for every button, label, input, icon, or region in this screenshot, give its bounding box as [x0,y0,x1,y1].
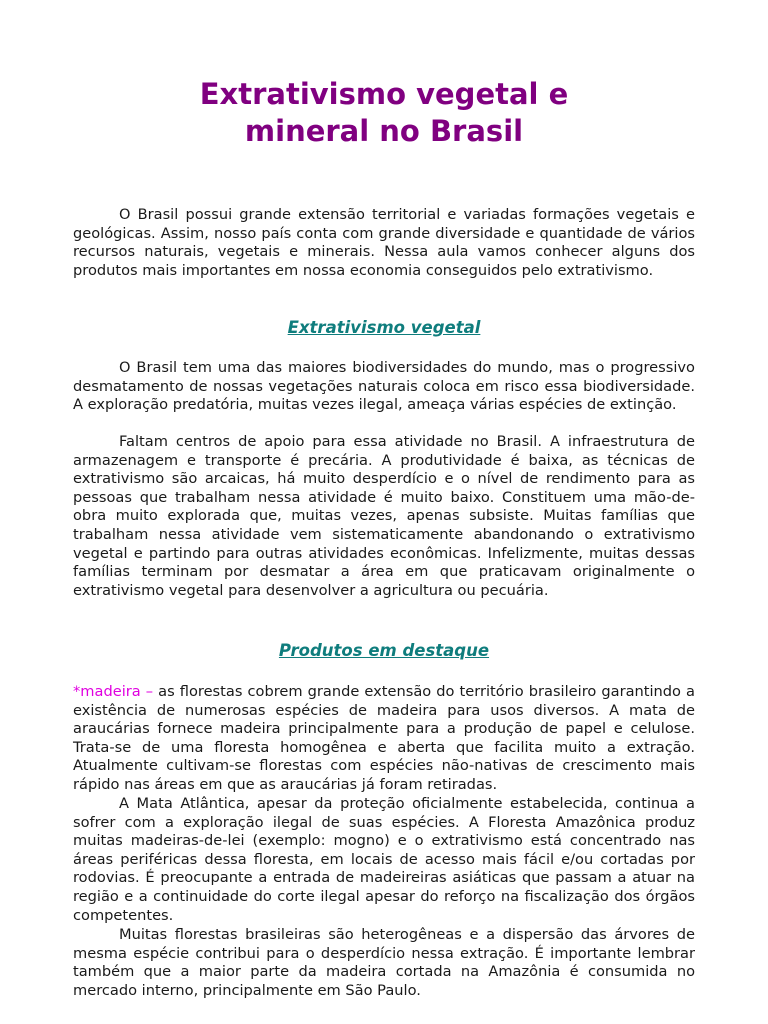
vegetal-paragraph-2: Faltam centros de apoio para essa atividade no Brasil. A infraestrutura de armazenagem e transporte é precária. A produtividade é baixa, as técnicas de extrativismo são arcaicas, há muito desperdício e o nível de rendimento para as pessoas que trabalham nessa atividade é muito baixo. Constituem uma mão-de-obra muito explorada que, muitas vezes, apenas subsiste. Muitas famílias que trabalham nessa atividade vem sistematicamente abandonando o extrativismo vegetal e partindo para outras atividades econômicas. Infelizmente, muitas dessas famílias terminam por desmatar a área em que praticavam originalmente o extrativismo vegetal para desenvolver a agricultura ou pecuária. [73,433,695,599]
section-heading-extrativismo-vegetal: Extrativismo vegetal [287,318,481,337]
madeira-paragraph-1-text: as florestas cobrem grande extensão do território brasileiro garantindo a existência de numerosas espécies de madeira para usos diversos. A mata de araucárias fornece madeira principalmente para a produção de papel e celulose. Trata-se de uma floresta homogênea e aberta que facilita muito a extração. Atualmente cultivam-se florestas com espécies não-nativas de crescimento mais rápido nas áreas em que as araucárias já foram retiradas. [73,683,695,793]
vegetal-paragraph-1: O Brasil tem uma das maiores biodiversidades do mundo, mas o progressivo desmatamento de nossas vegetações naturais coloca em risco essa biodiversidade. A exploração predatória, muitas vezes ilegal, ameaça várias espécies de extinção. [73,359,695,414]
title-line-1: Extrativismo vegetal e [199,77,569,111]
intro-paragraph: O Brasil possui grande extensão territorial e variadas formações vegetais e geológicas. Assim, nosso país conta com grande diversidade e quantidade de vários recursos naturais, vegetais e minerais. Nessa aula vamos conhecer alguns dos produtos mais importantes em nossa economia conseguidos pelo extrativismo. [73,206,695,279]
madeira-paragraph-1 [73,683,695,795]
title-line-2: mineral no Brasil [244,114,524,148]
madeira-paragraph-3: Muitas florestas brasileiras são heterogêneas e a dispersão das árvores de mesma espécie contribui para o desperdício nessa extração. É importante lembrar também que a maior parte da madeira cortada na Amazônia é consumida no mercado interno, principalmente em São Paulo. [73,926,695,999]
section-heading-produtos-em-destaque: Produtos em destaque [278,641,490,660]
document-title [0,76,768,150]
madeira-paragraph-2: A Mata Atlântica, apesar da proteção oficialmente estabelecida, continua a sofrer com a exploração ilegal de suas espécies. A Floresta Amazônica produz muitas madeiras-de-lei (exemplo: mogno) e o extrativismo está concentrado nas áreas periféricas dessa floresta, em locais de acesso mais fácil e/ou cortadas por rodovias. É preocupante a entrada de madeireiras asiáticas que passam a atuar na região e a continuidade do corte ilegal apesar do reforço na fiscalização dos órgãos competentes. [73,795,695,924]
madeira-highlight-term: *madeira – [73,683,154,700]
